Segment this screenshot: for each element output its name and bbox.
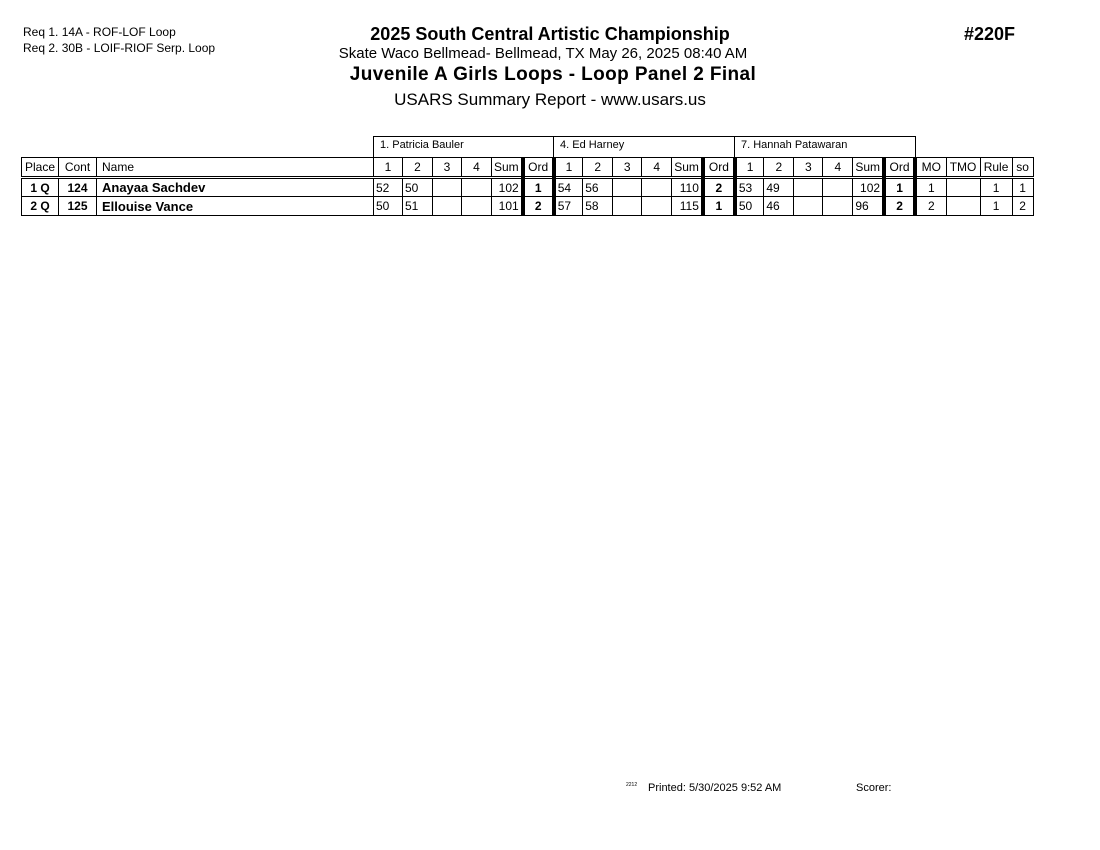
ord-cell: 1 (884, 178, 915, 197)
score-cell (613, 197, 642, 216)
col-j1-fig4: 4 (462, 158, 492, 178)
col-j3-fig1: 1 (735, 158, 764, 178)
col-j3-fig3: 3 (794, 158, 823, 178)
score-cell (433, 197, 462, 216)
score-cell (613, 178, 642, 197)
score-cell: 50 (403, 178, 433, 197)
col-j2-sum: Sum (672, 158, 703, 178)
so-cell: 2 (1012, 197, 1033, 216)
score-cell: 49 (764, 178, 794, 197)
col-j2-fig4: 4 (642, 158, 672, 178)
score-cell: 52 (374, 178, 403, 197)
scorer-label: Scorer: (856, 782, 892, 794)
col-j2-fig3: 3 (613, 158, 642, 178)
col-j3-ord: Ord (884, 158, 915, 178)
so-cell: 1 (1012, 178, 1033, 197)
event-number: #220F (964, 24, 1016, 44)
skater-name: Ellouise Vance (97, 197, 374, 216)
col-cont: Cont (59, 158, 97, 178)
score-cell (642, 178, 672, 197)
sum-cell: 110 (672, 178, 703, 197)
place-cell: 1 Q (22, 178, 59, 197)
footer-code: 2212 (626, 782, 638, 788)
col-j1-ord: Ord (523, 158, 554, 178)
rule-cell: 1 (980, 178, 1012, 197)
column-header-row (22, 158, 1034, 178)
score-cell (823, 197, 853, 216)
score-cell: 50 (374, 197, 403, 216)
table-row (22, 178, 1034, 197)
ord-cell: 1 (523, 178, 554, 197)
mo-cell: 2 (915, 197, 946, 216)
col-j2-fig1: 1 (554, 158, 583, 178)
cont-cell: 124 (59, 178, 97, 197)
col-j1-fig2: 2 (403, 158, 433, 178)
judge-header-3: 7. Hannah Patawaran (734, 136, 916, 157)
ord-cell: 1 (703, 197, 735, 216)
rule-cell: 1 (980, 197, 1012, 216)
score-cell: 58 (583, 197, 613, 216)
cont-cell: 125 (59, 197, 97, 216)
score-cell (462, 197, 492, 216)
requirement-2: Req 2. 30B - LOIF-RIOF Serp. Loop (23, 41, 216, 55)
col-j2-fig2: 2 (583, 158, 613, 178)
score-cell (823, 178, 853, 197)
score-cell (462, 178, 492, 197)
col-name: Name (97, 158, 374, 178)
table-row (22, 197, 1034, 216)
place-cell: 2 Q (22, 197, 59, 216)
col-j2-ord: Ord (703, 158, 735, 178)
tmo-cell (946, 178, 980, 197)
event-title: Juvenile A Girls Loops - Loop Panel 2 Final (349, 64, 757, 85)
ord-cell: 2 (523, 197, 554, 216)
col-j3-fig2: 2 (764, 158, 794, 178)
score-cell: 51 (403, 197, 433, 216)
ord-cell: 2 (703, 178, 735, 197)
report-title: USARS Summary Report - www.usars.us (394, 90, 706, 109)
score-cell: 57 (554, 197, 583, 216)
sum-cell: 102 (853, 178, 884, 197)
sum-cell: 101 (492, 197, 523, 216)
col-mo: MO (915, 158, 946, 178)
score-cell: 54 (554, 178, 583, 197)
location-date: Skate Waco Bellmead- Bellmead, TX May 26, 2025 08:40 AM (338, 45, 748, 62)
score-cell: 50 (735, 197, 764, 216)
competition-title: 2025 South Central Artistic Championship (370, 24, 730, 44)
skater-name: Anayaa Sachdev (97, 178, 374, 197)
score-cell (433, 178, 462, 197)
col-j1-fig3: 3 (433, 158, 462, 178)
col-j3-fig4: 4 (823, 158, 853, 178)
score-cell: 56 (583, 178, 613, 197)
sum-cell: 96 (853, 197, 884, 216)
score-cell (642, 197, 672, 216)
col-j3-sum: Sum (853, 158, 884, 178)
judge-header-2: 4. Ed Harney (553, 136, 735, 157)
score-cell: 46 (764, 197, 794, 216)
score-cell (794, 197, 823, 216)
col-j1-fig1: 1 (374, 158, 403, 178)
sum-cell: 102 (492, 178, 523, 197)
results-table (21, 157, 1034, 216)
col-j1-sum: Sum (492, 158, 523, 178)
requirement-1: Req 1. 14A - ROF-LOF Loop (23, 25, 176, 39)
col-place: Place (22, 158, 59, 178)
sum-cell: 115 (672, 197, 703, 216)
judge-header-1: 1. Patricia Bauler (373, 136, 554, 157)
col-so: so (1012, 158, 1033, 178)
score-cell (794, 178, 823, 197)
score-cell: 53 (735, 178, 764, 197)
mo-cell: 1 (915, 178, 946, 197)
printed-timestamp: Printed: 5/30/2025 9:52 AM (648, 782, 782, 794)
col-rule: Rule (980, 158, 1012, 178)
tmo-cell (946, 197, 980, 216)
ord-cell: 2 (884, 197, 915, 216)
col-tmo: TMO (946, 158, 980, 178)
